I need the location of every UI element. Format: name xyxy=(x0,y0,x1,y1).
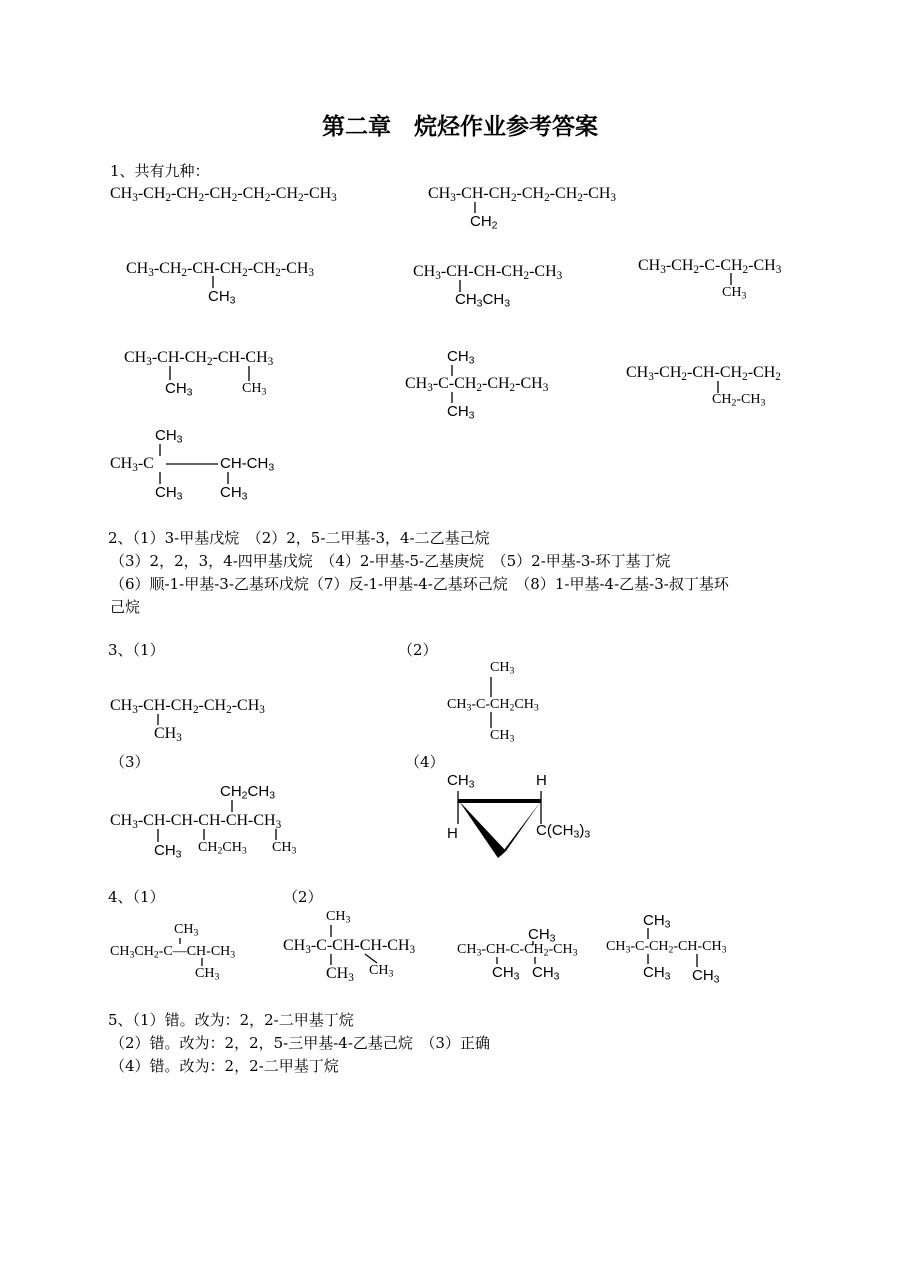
structure-6-branch-2: $CH_3$ xyxy=(242,381,267,398)
structure-8-branch: $CH_2-CH_3$ xyxy=(712,392,766,409)
structure-7-top: $CH_3$ xyxy=(447,348,475,367)
answer-4-4-top: $CH_3$ xyxy=(643,912,671,931)
q2-line-1: 2、（1）3-甲基戊烷 （2）2，5-二甲基-3，4-二乙基己烷 xyxy=(108,529,490,547)
bond xyxy=(365,954,377,963)
answer-3-3-main: $CH_3-CH-CH-CH-CH-CH_3$ xyxy=(110,812,282,831)
structure-2-branch: $CH_2$ xyxy=(470,213,498,232)
structure-9-right: $CH-CH_3$ xyxy=(220,455,275,474)
answer-4-3-branch-1: $CH_3$ xyxy=(492,964,520,983)
structure-9-bottom-2: $CH_3$ xyxy=(220,484,248,503)
structure-3-main: $CH_3-CH_2-CH-CH_2-CH_2-CH_3$ xyxy=(126,260,314,279)
answer-4-1-top: $CH_3$ xyxy=(174,922,199,939)
q3-label-4: （4） xyxy=(405,753,445,771)
structure-2-main: $CH_3-CH-CH_2-CH_2-CH_2-CH_3$ xyxy=(428,185,616,204)
structure-9-left: $CH_3-C$ xyxy=(110,455,154,474)
q3-label-2: （2） xyxy=(398,641,438,659)
answer-4-2-main: $CH_3-C-CH-CH-CH_3$ xyxy=(283,937,416,956)
structure-7-main: $CH_3-C-CH_2-CH_2-CH_3$ xyxy=(405,375,549,394)
answer-3-4-h-bottom: H xyxy=(447,825,458,842)
structure-8-main: $CH_3-CH_2-CH-CH_2-CH_2$ xyxy=(626,364,781,383)
answer-3-4-methyl: $CH_3$ xyxy=(447,772,475,791)
answer-4-3-branch-2: $CH_3$ xyxy=(532,964,560,983)
answer-3-2-main: $CH_3-C-CH_2CH_3$ xyxy=(447,697,539,714)
wedge-bond xyxy=(459,801,506,858)
answer-3-3-branch-1: $CH_3$ xyxy=(154,842,182,861)
answer-4-2-top: $CH_3$ xyxy=(326,909,351,926)
wedge-bond xyxy=(498,801,541,858)
structure-6-branch-1: $CH_3$ xyxy=(165,380,193,399)
answer-4-2-branch-2: $CH_3$ xyxy=(369,963,394,980)
answer-3-2-bottom: $CH_3$ xyxy=(490,728,515,745)
q4-label-2: （2） xyxy=(283,888,323,906)
answer-4-4-branch-2: $CH_3$ xyxy=(692,967,720,986)
answer-4-2-branch-1: $CH_3$ xyxy=(326,965,354,984)
q5-line-2: （2）错。改为：2，2，5-三甲基-4-乙基己烷 （3）正确 xyxy=(110,1034,490,1052)
q5-line-3: （4）错。改为：2，2-二甲基丁烷 xyxy=(110,1057,339,1075)
answer-4-3-main: $CH_3-CH-C-CH_2-CH_3$ xyxy=(457,942,578,959)
q3-label-3: （3） xyxy=(110,753,150,771)
structure-9-bottom-1: $CH_3$ xyxy=(155,484,183,503)
structure-7-bottom: $CH_3$ xyxy=(447,403,475,422)
answer-3-2-top: $CH_3$ xyxy=(490,660,515,677)
q5-line-1: 5、（1）错。改为：2，2-二甲基丁烷 xyxy=(108,1011,354,1029)
answer-3-3-top: $CH_2CH_3$ xyxy=(220,783,276,802)
q2-line-2: （3）2，2，3，4-四甲基戊烷 （4）2-甲基-5-乙基庚烷 （5）2-甲基-3-环丁基丁烷 xyxy=(110,552,671,570)
answer-4-1-bottom: $CH_3$ xyxy=(195,966,220,983)
answer-4-4-main: $CH_3-C-CH_2-CH-CH_3$ xyxy=(606,939,727,956)
structure-4-branches: $CH_3CH_3$ xyxy=(455,291,511,310)
q1-label: 1、共有九种： xyxy=(110,162,210,180)
page-title: 第二章 烷烃作业参考答案 xyxy=(322,114,598,140)
structure-5-main: $CH_3-CH_2-C-CH_2-CH_3$ xyxy=(638,257,782,276)
structure-5-branch: $CH_3$ xyxy=(722,285,747,302)
wedge-bond xyxy=(458,799,541,803)
q2-line-4: 己烷 xyxy=(110,598,141,616)
answer-3-1-main: $CH_3-CH-CH_2-CH_2-CH_3$ xyxy=(110,697,265,716)
answer-4-4-branch-1: $CH_3$ xyxy=(643,964,671,983)
structure-4-main: $CH_3-CH-CH-CH_2-CH_3$ xyxy=(413,263,563,282)
structure-9-top: $CH_3$ xyxy=(155,427,183,446)
answer-3-1-branch: $CH_3$ xyxy=(154,725,182,744)
answer-3-3-branch-3: $CH_3$ xyxy=(272,840,297,857)
answer-3-4-tert-butyl: $C(CH_3)_3$ xyxy=(536,822,591,841)
structure-3-branch: $CH_3$ xyxy=(208,288,236,307)
structure-6-main: $CH_3-CH-CH_2-CH-CH_3$ xyxy=(124,349,274,368)
q3-label-1: 3、（1） xyxy=(108,641,165,659)
structure-1: $CH_3-CH_2-CH_2-CH_2-CH_2-CH_2-CH_3$ xyxy=(110,185,337,204)
answer-4-3-top: $CH_3$ xyxy=(528,926,556,945)
answer-4-1-main: $CH_3CH_2-C—CH-CH_3$ xyxy=(110,944,236,961)
q4-label-1: 4、（1） xyxy=(108,888,165,906)
answer-3-3-branch-2: $CH_2CH_3$ xyxy=(198,840,247,857)
answer-3-4-h-top: H xyxy=(536,772,547,789)
q2-line-3: （6）顺-1-甲基-3-乙基环戊烷（7）反-1-甲基-4-乙基环己烷 （8）1-甲基-4-乙基-3-叔丁基环 xyxy=(110,575,729,593)
